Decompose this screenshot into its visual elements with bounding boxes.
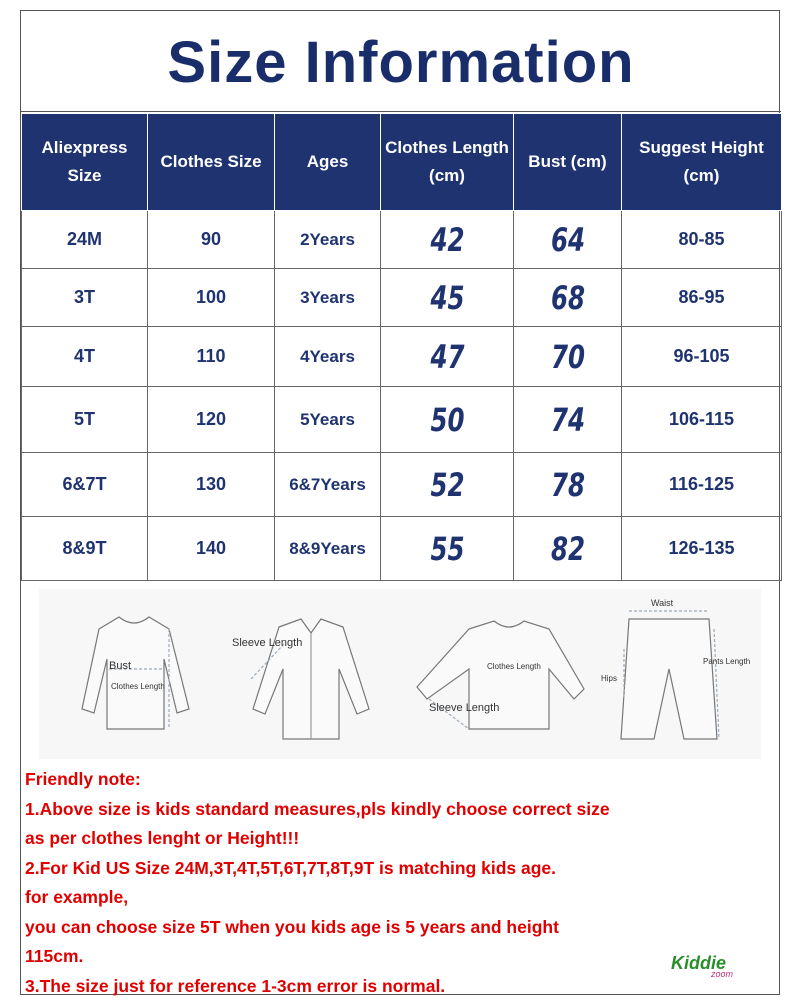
cell-aliexpress-size: 4T	[22, 327, 148, 387]
friendly-notes	[25, 765, 781, 1001]
cell-aliexpress-size: 8&9T	[22, 517, 148, 581]
table-row	[22, 453, 782, 517]
header-aliexpress-size: Aliexpress Size	[22, 114, 148, 211]
size-chart-frame	[20, 10, 780, 995]
cell-suggest-height: 126-135	[622, 517, 782, 581]
table-row	[22, 211, 782, 269]
cell-ages: 6&7Years	[275, 453, 381, 517]
cell-ages: 5Years	[275, 387, 381, 453]
note-line: for example,	[25, 883, 781, 913]
cell-clothes-length: 45	[390, 269, 503, 327]
note-line: you can choose size 5T when you kids age is 5 years and height	[25, 913, 781, 943]
measurement-diagram-svg	[39, 589, 761, 759]
brand-logo	[671, 953, 761, 983]
cell-suggest-height: 116-125	[622, 453, 782, 517]
cell-clothes-size: 100	[148, 269, 275, 327]
measurement-diagram	[39, 589, 761, 759]
table-header-row	[22, 114, 782, 211]
cell-clothes-length: 50	[390, 387, 503, 453]
note-line: 3.The size just for reference 1-3cm error is normal.	[25, 972, 781, 1001]
table-row	[22, 327, 782, 387]
note-title: Friendly note:	[25, 765, 781, 795]
cell-clothes-length: 52	[390, 453, 503, 517]
diagram-clothes-length-label: Clothes Length	[111, 682, 165, 691]
title-divider	[21, 111, 781, 112]
page-title: Size Information	[21, 29, 781, 96]
cell-ages: 8&9Years	[275, 517, 381, 581]
cell-bust: 82	[522, 517, 614, 581]
header-clothes-size: Clothes Size	[148, 114, 275, 211]
header-ages: Ages	[275, 114, 381, 211]
cell-ages: 4Years	[275, 327, 381, 387]
cell-bust: 78	[522, 453, 614, 517]
cell-suggest-height: 96-105	[622, 327, 782, 387]
note-line: 2.For Kid US Size 24M,3T,4T,5T,6T,7T,8T,9T is matching kids age.	[25, 854, 781, 884]
cell-aliexpress-size: 24M	[22, 211, 148, 269]
diagram-pants-length-label: Pants Length	[703, 657, 750, 666]
cell-clothes-length: 42	[390, 211, 503, 269]
cell-suggest-height: 106-115	[622, 387, 782, 453]
diagram-sleeve-length-label: Sleeve Length	[232, 637, 302, 649]
cell-clothes-size: 120	[148, 387, 275, 453]
cell-clothes-length: 55	[390, 517, 503, 581]
cell-clothes-size: 130	[148, 453, 275, 517]
cell-bust: 68	[522, 269, 614, 327]
cell-clothes-size: 140	[148, 517, 275, 581]
header-bust: Bust (cm)	[514, 114, 622, 211]
diagram-clothes-length-2-label: Clothes Length	[487, 662, 541, 671]
cell-bust: 64	[522, 211, 614, 269]
diagram-hips-label: Hips	[601, 674, 617, 683]
cell-suggest-height: 86-95	[622, 269, 782, 327]
header-suggest-height: Suggest Height (cm)	[622, 114, 782, 211]
diagram-sleeve-length-2-label: Sleeve Length	[429, 702, 499, 714]
cell-aliexpress-size: 5T	[22, 387, 148, 453]
cell-ages: 2Years	[275, 211, 381, 269]
size-table	[21, 113, 782, 581]
table-row	[22, 387, 782, 453]
cell-clothes-size: 110	[148, 327, 275, 387]
cell-clothes-size: 90	[148, 211, 275, 269]
cell-bust: 74	[522, 387, 614, 453]
brand-logo-text: Kiddie	[671, 953, 726, 973]
cell-aliexpress-size: 3T	[22, 269, 148, 327]
note-line: 115cm.	[25, 942, 781, 972]
header-clothes-length: Clothes Length (cm)	[381, 114, 514, 211]
cell-ages: 3Years	[275, 269, 381, 327]
table-row	[22, 517, 782, 581]
diagram-bust-label: Bust	[109, 660, 131, 672]
table-row	[22, 269, 782, 327]
cell-bust: 70	[522, 327, 614, 387]
diagram-waist-label: Waist	[651, 598, 674, 608]
cell-clothes-length: 47	[390, 327, 503, 387]
cell-suggest-height: 80-85	[622, 211, 782, 269]
cell-aliexpress-size: 6&7T	[22, 453, 148, 517]
note-line: 1.Above size is kids standard measures,pls kindly choose correct size	[25, 795, 781, 825]
note-line: as per clothes lenght or Height!!!	[25, 824, 781, 854]
brand-logo-sub: zoom	[711, 969, 733, 979]
